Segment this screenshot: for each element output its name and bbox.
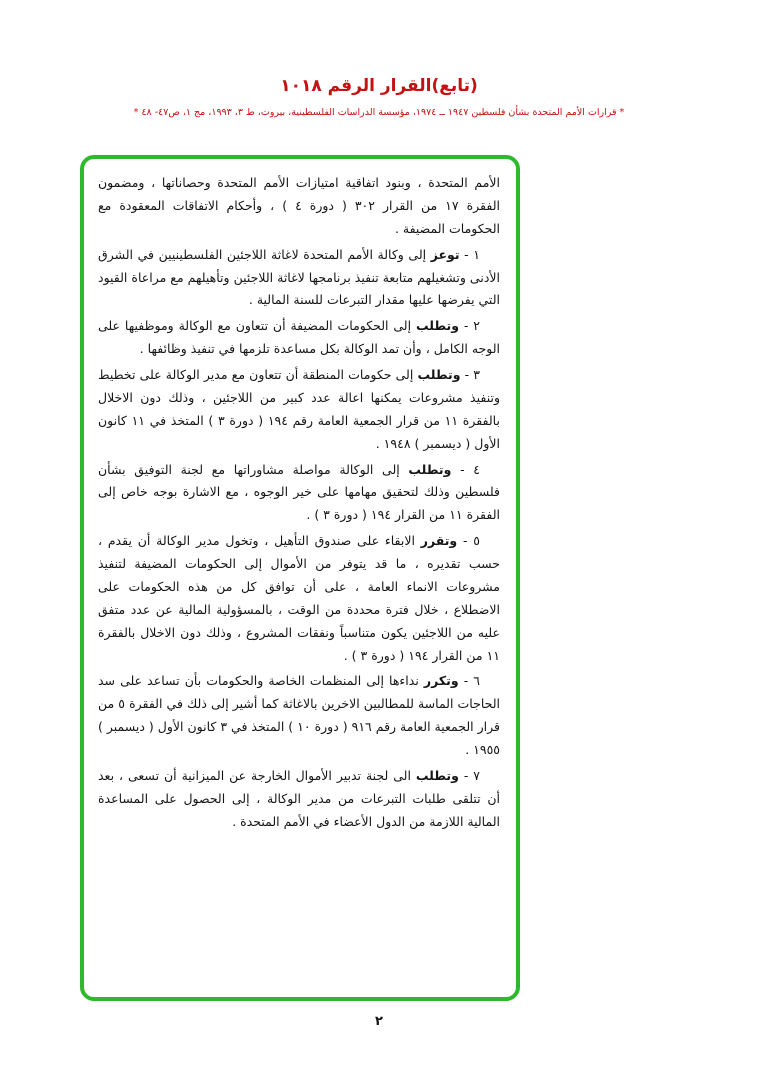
clause-lead: توعز bbox=[430, 246, 460, 262]
clause-text: إلى الحكومات المضيفة أن تتعاون مع الوكالة وموظفيها على الوجه الكامل ، وأن تمد الوكالة بكل مساعدة تلزمها في تنفيذ وظائفها . bbox=[98, 318, 500, 357]
clause-number: ٧ - bbox=[463, 767, 480, 783]
resolution-clause bbox=[98, 670, 500, 762]
clause-number: ٥ - bbox=[462, 533, 481, 549]
page-number: ٢ bbox=[375, 1014, 383, 1029]
clause-text: الى لجنة تدبير الأموال الخارجة عن الميزانية أن تسعى ، بعد أن تتلقى طلبات التبرعات من مدير الوكالة ، إلى الحصول على المساعدة المالية اللازمة من الدول الأعضاء في الأمم المتحدة . bbox=[98, 767, 500, 829]
resolution-clause bbox=[98, 765, 500, 834]
source-citation: * قرارات الأمم المتحدة بشأن فلسطين ١٩٤٧ ــ ١٩٧٤، مؤسسة الدراسات الفلسطينية، بيروت، ط ٣، ١٩٩٣، مج ١، ص٤٧- ٤٨ * bbox=[133, 107, 625, 118]
clause-number: ٤ - bbox=[460, 461, 480, 477]
clause-lead: وتطلب bbox=[415, 767, 459, 783]
intro-paragraph: الأمم المتحدة ، وبنود اتفاقية امتيازات الأمم المتحدة وحصاناتها ، ومضمون الفقرة ١٧ من القرار ٣٠٢ ( دورة ٤ ) ، وأحكام الاتفاقات المعقودة مع الحكومات المضيفة . bbox=[98, 175, 500, 236]
clause-lead: وتقرر bbox=[420, 533, 458, 549]
clause-number: ١ - bbox=[464, 246, 480, 262]
resolution-body bbox=[98, 172, 500, 837]
clause-text: نداءها إلى المنظمات الخاصة والحكومات بأن تساعد على سد الحاجات الماسة للمطالبين الاخرين بالاغاثة كما أشير إلى ذلك في الفقرة ٥ من قرار الجمعية العامة رقم ٩١٦ ( دورة ١٠ ) المتخذ في ٣ كانون الأول ( ديسمبر ) ١٩٥٥ . bbox=[98, 673, 500, 757]
clause-lead: وتطلب bbox=[408, 461, 452, 477]
clause-number: ٦ - bbox=[463, 673, 480, 689]
clause-text: الابقاء على صندوق التأهيل ، وتخول مدير الوكالة أن يقدم ، حسب تقديره ، ما قد يتوفر من الأموال إلى الحكومات المضيفة لتنفيذ مشروعات الانماء العامة ، على أن توافق كل من هذه الحكومات على الاضطلاع ، خلال فترة محددة من الوقت ، بالمسؤولية المالية عن عدد متفق عليه من اللاجئين يكون متناسباً ونفقات المشروع ، وذلك دون الاخلال بالفقرة ١١ من القرار ١٩٤ ( دورة ٣ ) . bbox=[98, 533, 500, 663]
resolution-clause bbox=[98, 244, 500, 313]
clause-lead: وتطلب bbox=[416, 318, 459, 334]
resolution-clause bbox=[98, 530, 500, 667]
resolution-clause bbox=[98, 364, 500, 456]
clause-text: إلى الوكالة مواصلة مشاوراتها مع لجنة التوفيق بشأن فلسطين وذلك لتحقيق مهامها على خير الوجوه ، مع الاشارة بوجه خاص إلى الفقرة ١١ من القرار ١٩٤ ( دورة ٣ ) . bbox=[98, 461, 500, 523]
clause-text: إلى وكالة الأمم المتحدة لاغاثة اللاجئين الفلسطينيين في الشرق الأدنى وتشغيلهم متابعة تنفيذ برنامجها لاغاثة اللاجئين وتأهيلهم مع مراعاة القيود التي يفرضها عليها مقدار التبرعات للسنة المالية . bbox=[98, 246, 500, 308]
clause-text: إلى حكومات المنطقة أن تتعاون مع مدير الوكالة على تخطيط وتنفيذ مشروعات يمكنها اعالة عدد كبير من اللاجئين ، وذلك دون الاخلال بالفقرة ١١ من قرار الجمعية العامة رقم ١٩٤ ( دورة ٣ ) المتخذ في ١١ كانون الأول ( ديسمبر ) ١٩٤٨ . bbox=[98, 367, 500, 451]
clause-number: ٣ - bbox=[464, 367, 480, 382]
clause-lead: وتكرر bbox=[423, 673, 459, 689]
resolution-clause bbox=[98, 459, 500, 528]
clause-lead: وتطلب bbox=[417, 367, 461, 382]
resolution-clause bbox=[98, 315, 500, 361]
resolution-title: (تابع)القرار الرقم ١٠١٨ bbox=[280, 76, 478, 96]
clause-number: ٢ - bbox=[463, 318, 481, 334]
